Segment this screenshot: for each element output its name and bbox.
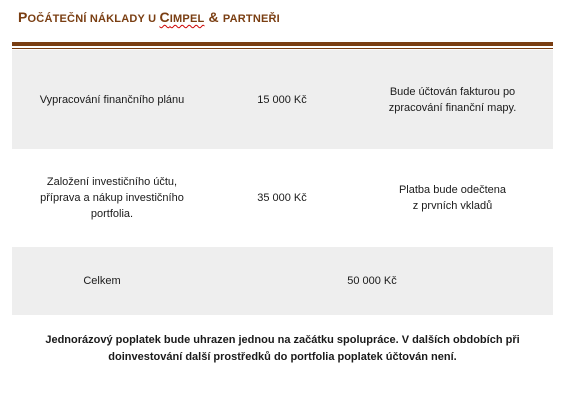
total-label: Celkem — [83, 275, 121, 287]
table-row — [12, 149, 553, 247]
cell-item — [12, 149, 212, 247]
heading-ampersand: & — [204, 9, 223, 25]
table-row — [12, 50, 553, 149]
heading-initial-c: C — [159, 9, 170, 25]
table-top-rule — [12, 42, 553, 46]
amount-value: 35 000 Kč — [257, 192, 307, 204]
footnote-line: doinvestování další prostředků do portfolia poplatek účtován není. — [108, 351, 457, 363]
cell-note — [352, 50, 553, 149]
note-line: Bude účtován fakturou po — [389, 85, 516, 98]
cell-note — [352, 149, 553, 247]
heading-initial-p: P — [18, 9, 28, 25]
note-line: zpracování finanční mapy. — [388, 101, 517, 114]
item-label: Vypracování finančního plánu — [39, 93, 185, 106]
note-line: z prvních vkladů — [412, 200, 493, 212]
cell-total-amount — [292, 247, 452, 315]
item-line: portfolia. — [90, 208, 134, 220]
note-line: Platba bude odečtena — [398, 184, 507, 196]
cell-item — [12, 50, 212, 149]
heading-part-1: OČÁTEČNÍ NÁKLADY U — [27, 13, 160, 25]
footnote — [12, 332, 553, 366]
cell-amount — [212, 50, 352, 149]
heading-company-name — [159, 9, 204, 25]
item-line: příprava a nákup investičního — [40, 192, 184, 204]
table-top-rule-thin — [12, 48, 553, 49]
cell-total-label — [12, 247, 192, 315]
footnote-line: Jednorázový poplatek bude uhrazen jednou na začátku spolupráce. V dalších obdobích při — [45, 334, 520, 346]
item-line: Založení investičního účtu, — [46, 176, 178, 188]
amount-value: 15 000 Kč — [257, 93, 307, 106]
cell-amount — [212, 149, 352, 247]
page-heading — [18, 9, 280, 25]
table-total-row — [12, 247, 553, 315]
total-amount: 50 000 Kč — [347, 275, 397, 287]
heading-part-2: PARTNEŘI — [222, 13, 280, 25]
heading-company-rest: IMPEL — [169, 13, 205, 25]
